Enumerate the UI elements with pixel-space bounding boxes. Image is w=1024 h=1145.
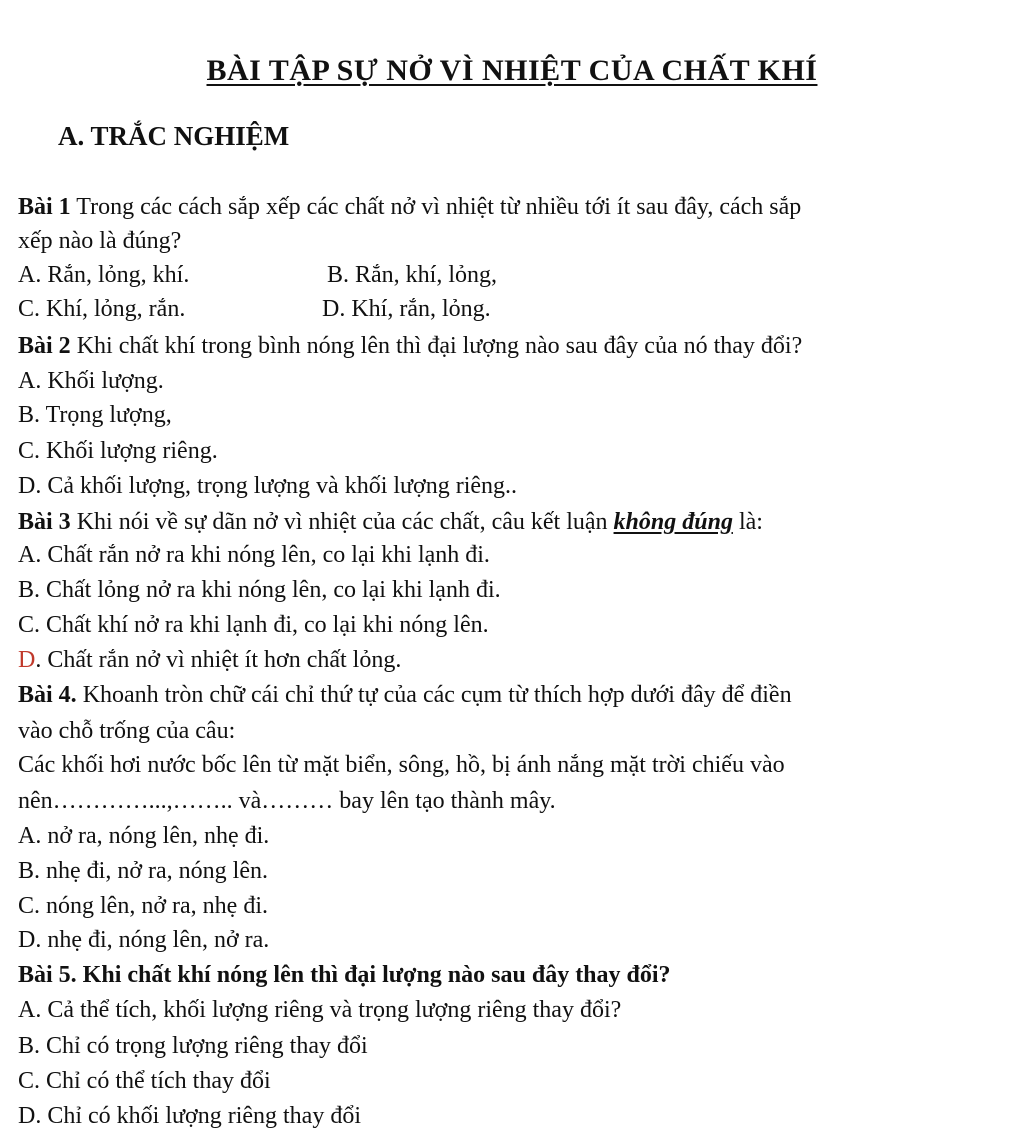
q1-question-line1 [18, 190, 801, 224]
q5-option-d: D. Chỉ có khối lượng riêng thay đổi [18, 1103, 361, 1129]
q1-option-a: A. Rắn, lỏng, khí. [18, 262, 190, 288]
q4-option-c: C. nóng lên, nở ra, nhẹ đi. [18, 893, 268, 919]
q1-option-b: B. Rắn, khí, lỏng, [327, 262, 498, 288]
q5-option-a: A. Cả thể tích, khối lượng riêng và trọng lượng riêng thay đổi? [18, 997, 622, 1023]
q1-text1: Trong các cách sắp xếp các chất nở vì nhiệt từ nhiều tới ít sau đây, cách sắp [70, 194, 802, 220]
q4-option-d: D. nhẹ đi, nóng lên, nở ra. [18, 927, 270, 953]
q2-text: Khi chất khí trong bình nóng lên thì đại lượng nào sau đây của nó thay đổi? [70, 333, 803, 359]
q4-label: Bài 4. [18, 682, 77, 708]
q4-text1: Khoanh tròn chữ cái chỉ thứ tự của các cụm từ thích hợp dưới đây để điền [76, 682, 792, 708]
q1-label: Bài 1 [18, 194, 71, 220]
q3-emphasis: không đúng [613, 509, 733, 535]
q2-option-b: B. Trọng lượng, [18, 402, 172, 428]
q3-option-a: A. Chất rắn nở ra khi nóng lên, co lại khi lạnh đi. [18, 542, 490, 568]
q3-option-d-letter: D [18, 647, 36, 673]
q5-option-c: C. Chỉ có thể tích thay đổi [18, 1068, 271, 1094]
q3-text-pre: Khi nói về sự dãn nở vì nhiệt của các chất, câu kết luận [70, 509, 614, 535]
q4-question-line1 [18, 678, 792, 712]
q3-option-b: B. Chất lỏng nở ra khi nóng lên, co lại khi lạnh đi. [18, 577, 501, 603]
title-text: BÀI TẬP SỰ NỞ VÌ NHIỆT CỦA CHẤT KHÍ [206, 54, 818, 87]
q1-option-d: D. Khí, rắn, lỏng. [322, 296, 491, 322]
q5-question: Bài 5. Khi chất khí nóng lên thì đại lượng nào sau đây thay đổi? [18, 962, 671, 988]
q2-option-a: A. Khối lượng. [18, 368, 164, 394]
q2-question [18, 329, 802, 363]
q4-option-b: B. nhẹ đi, nở ra, nóng lên. [18, 858, 268, 884]
q5-option-b: B. Chỉ có trọng lượng riêng thay đổi [18, 1033, 368, 1059]
q4-question-line2: vào chỗ trống của câu: [18, 718, 236, 744]
q4-question-line3: Các khối hơi nước bốc lên từ mặt biển, sông, hồ, bị ánh nắng mặt trời chiếu vào [18, 752, 785, 778]
q3-option-d [18, 643, 401, 677]
q3-option-c: C. Chất khí nở ra khi lạnh đi, co lại khi nóng lên. [18, 612, 489, 638]
q4-option-a: A. nở ra, nóng lên, nhẹ đi. [18, 823, 270, 849]
q3-question [18, 505, 763, 539]
q2-label: Bài 2 [18, 333, 71, 359]
q3-label: Bài 3 [18, 509, 71, 535]
q3-option-d-text: . Chất rắn nở vì nhiệt ít hơn chất lỏng. [35, 647, 402, 673]
page-title [0, 52, 1024, 90]
q1-question-line2: xếp nào là đúng? [18, 228, 182, 254]
q4-question-line4: nên…………...,…….. và……… bay lên tạo thành mây. [18, 788, 556, 814]
q1-option-c: C. Khí, lỏng, rắn. [18, 296, 186, 322]
q2-option-c: C. Khối lượng riêng. [18, 438, 218, 464]
q2-option-d: D. Cả khối lượng, trọng lượng và khối lượng riêng.. [18, 473, 518, 499]
section-heading: A. TRẮC NGHIỆM [58, 121, 290, 151]
q3-text-post: là: [732, 509, 763, 535]
